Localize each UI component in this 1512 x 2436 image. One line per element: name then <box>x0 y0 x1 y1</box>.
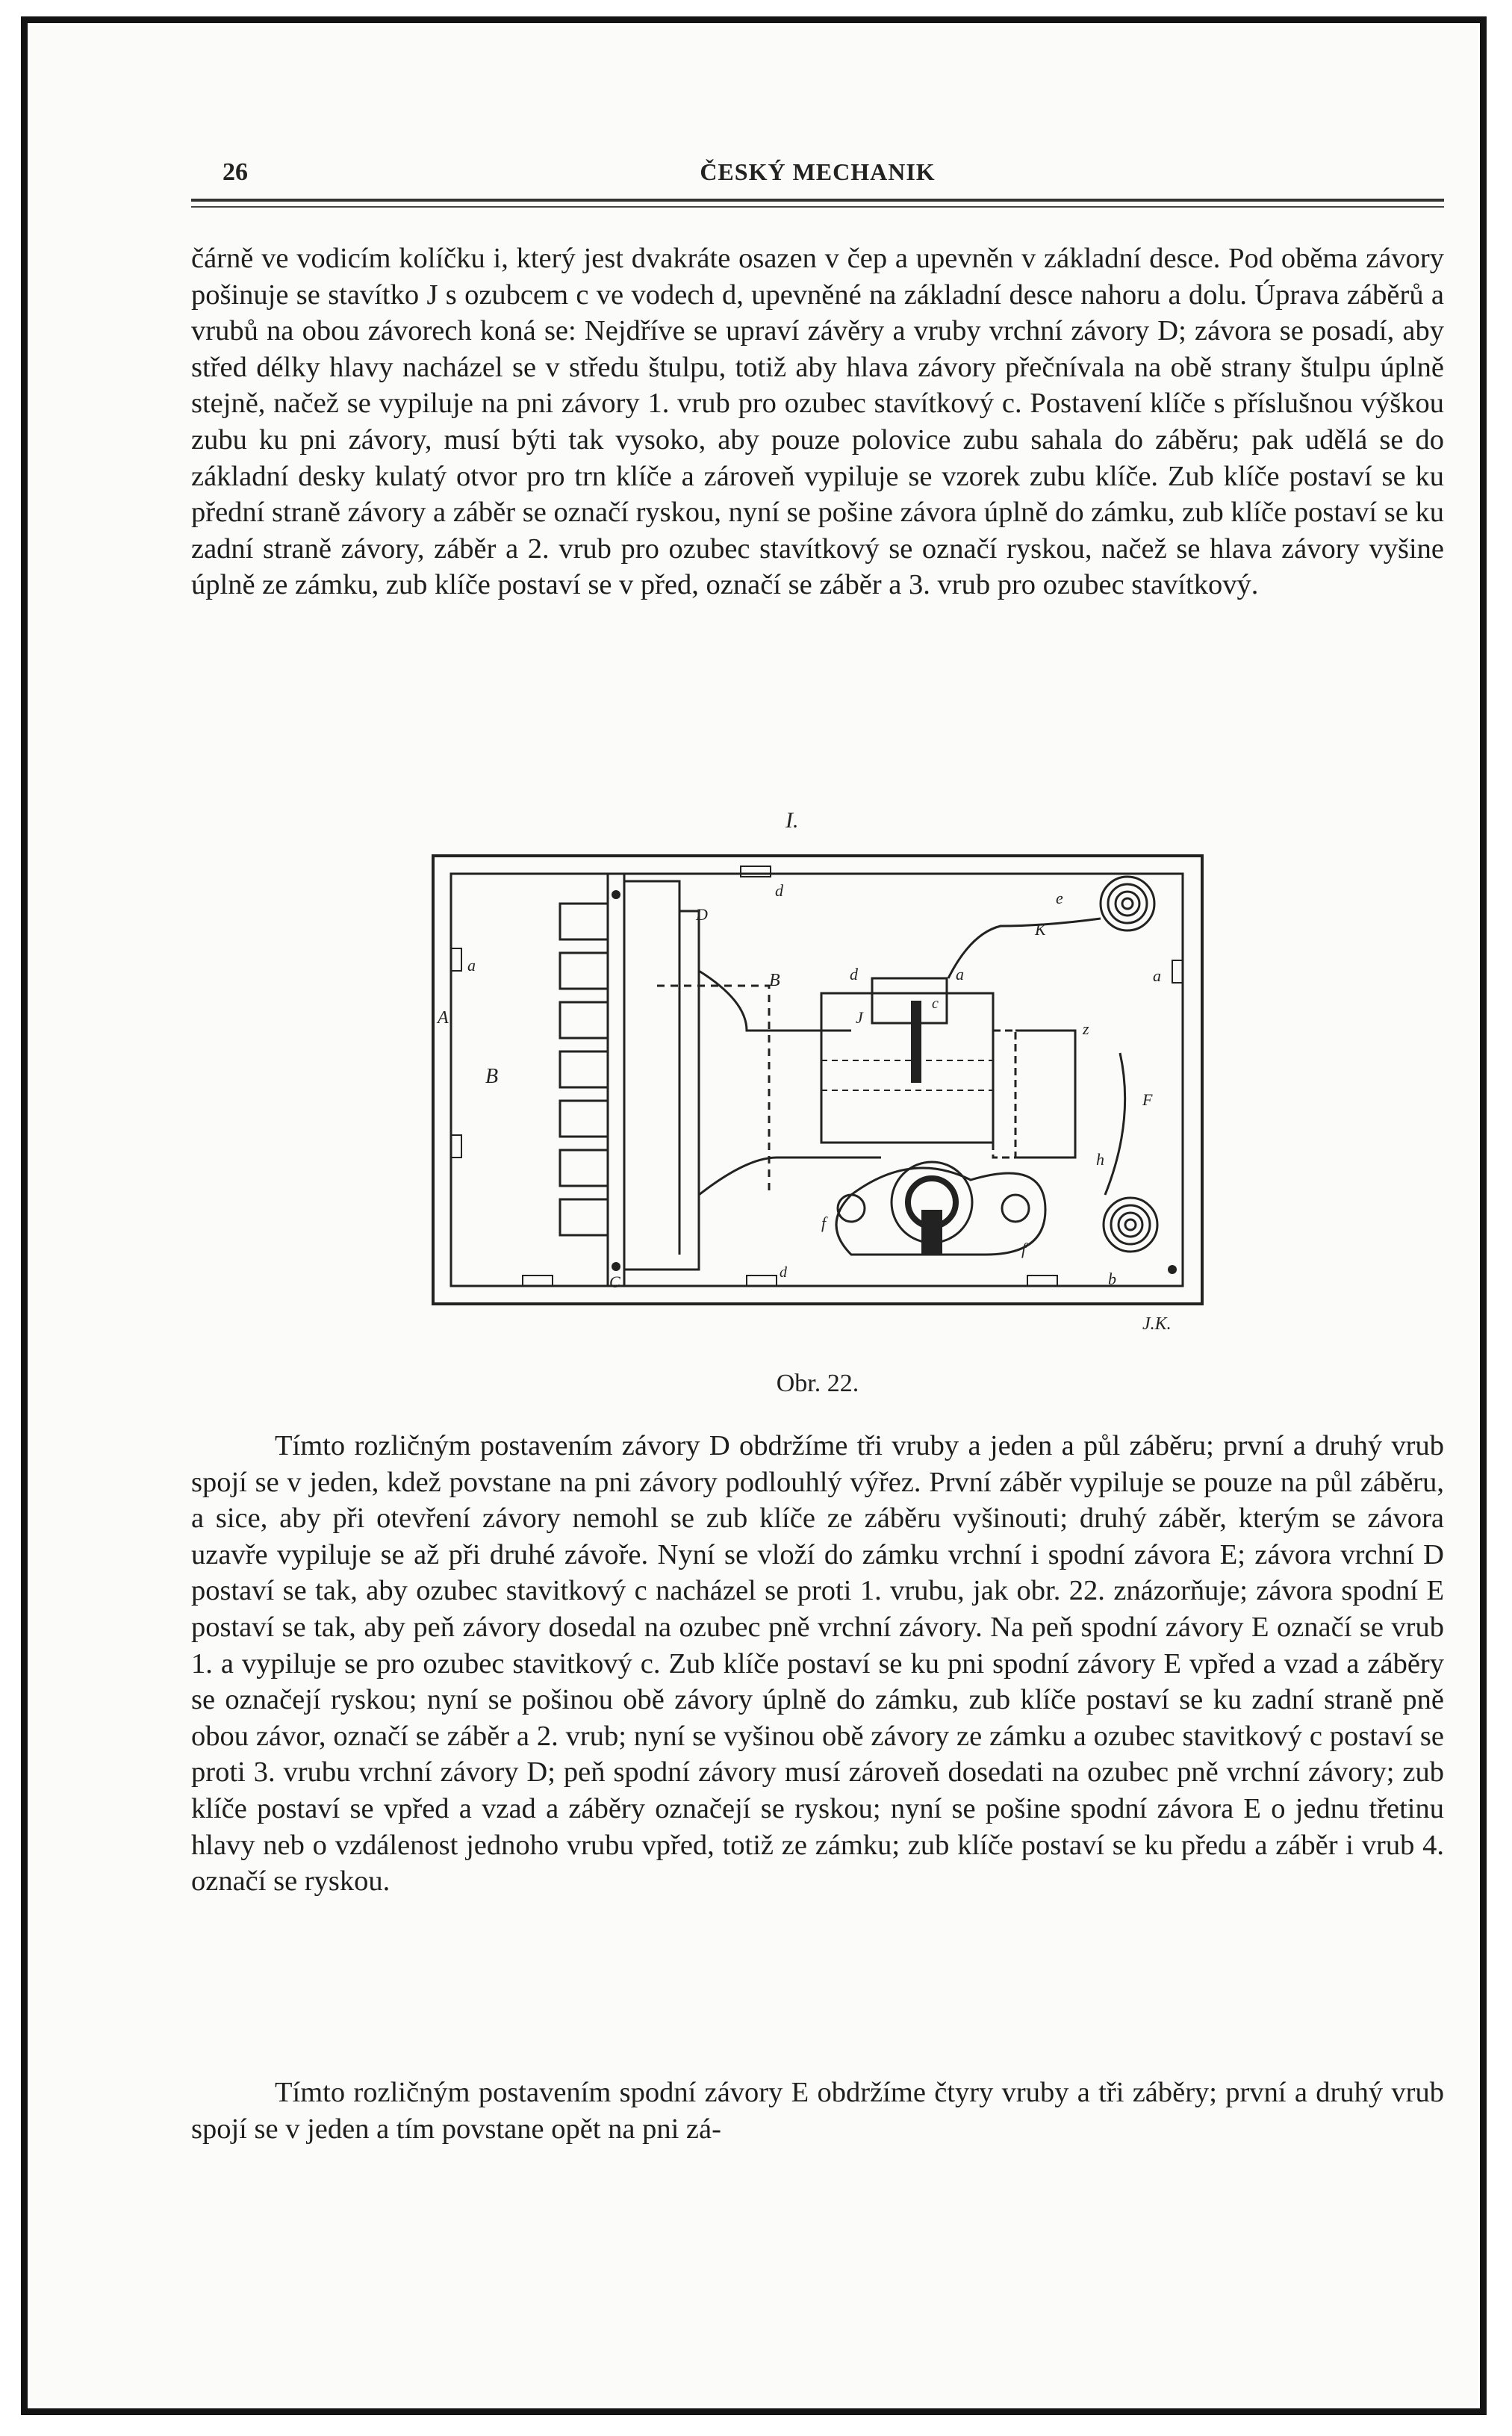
label-f-right: f <box>1021 1240 1027 1258</box>
screw-top <box>612 890 620 899</box>
figure-caption: Obr. 22. <box>776 1370 859 1397</box>
figure-number-label: I. <box>785 808 799 833</box>
header-rule-thin <box>191 206 1444 208</box>
ledge-a-right <box>1172 960 1183 983</box>
label-z: z <box>1083 1019 1089 1038</box>
base-plate-outer <box>433 856 1202 1304</box>
bolt-head <box>1015 1031 1075 1158</box>
figure-signature: J.K. <box>1142 1314 1172 1334</box>
ozubec-c <box>911 1001 921 1083</box>
spring-top <box>1101 877 1154 930</box>
bolt-stem-lower <box>699 1158 881 1195</box>
label-f-left: f <box>821 1214 827 1232</box>
screw-right <box>1168 1265 1177 1274</box>
label-a-mid: a <box>956 965 964 984</box>
label-h: h <box>1096 1150 1104 1169</box>
label-e: e <box>1056 889 1063 907</box>
label-F: F <box>1142 1090 1153 1109</box>
label-B-mid: B <box>769 971 780 990</box>
ledge-a-left <box>451 948 461 971</box>
label-c-mid: c <box>932 995 939 1012</box>
spring-bottom <box>1104 1198 1157 1252</box>
spring-arm-bottom <box>1105 1053 1125 1195</box>
label-C: C <box>609 1273 620 1291</box>
paragraph-3: Tímto rozličným postavením spodní závory E obdržíme čtyry vruby a tři záběry; první a druhý vrub spojí se v jeden a tím povstane opět na pni zá- <box>191 2077 1444 2145</box>
figure-lock-diagram <box>433 807 1204 1359</box>
label-J: J <box>856 1008 863 1027</box>
label-a-left: a <box>467 956 476 975</box>
label-d-bottom: d <box>780 1264 787 1281</box>
lock-diagram-svg <box>433 807 1204 1359</box>
label-K: K <box>1035 920 1046 939</box>
key-bit <box>921 1210 942 1255</box>
screw-bottom <box>612 1262 620 1271</box>
label-d-mid: d <box>850 965 858 984</box>
label-a-right: a <box>1153 966 1161 985</box>
label-B-left: B <box>485 1065 499 1088</box>
label-A: A <box>438 1008 449 1028</box>
guide-bottom-right <box>1027 1276 1057 1286</box>
bolt-head-dashed <box>993 1031 1015 1158</box>
page-header <box>191 154 1444 191</box>
guide-top <box>741 866 771 877</box>
header-rule <box>191 199 1444 202</box>
guide-bottom <box>747 1276 777 1286</box>
stavitko-J <box>821 993 993 1143</box>
label-D: D <box>696 905 708 924</box>
running-title: ČESKÝ MECHANIK <box>700 158 936 185</box>
paragraph-2: Tímto rozličným postavením závory D obdržíme tři vruby a jeden a půl záběru; první a druhý vrub spojí se v jeden, kdež povstane na pni závory podlouhlý výřez. První záběr vypiluje se pouze na půl záběru, a sice, aby při otevření závory nemohl se zub klíče ze záběru vyšinouti; druhý záběr, kterým se závora uzavře vypiluje se až při druhé závoře. Nyní se vloží do zámku vrchní i spodní závora E; závora vrchní D postaví se tak, aby ozubec stavitkový c nacházel se proti 1. vrubu, jak obr. 22. znázorňuje; závora spodní E postaví se tak, aby peň závory dosedal na ozubec pně vrchní závory. Na peň spodní závory E označí se vrub 1. a vypiluje se pro ozubec stavitkový c. Zub klíče postaví se ku pni spodní závory E vpřed a vzad a záběry se označejí ryskou; nyní se pošinou obě závory úplně do zámku, zub klíče postaví se ku zadní straně pně obou závor, označí se záběr a 2. vrub; nyní se vyšinou obě závory ze zámku a ozubec stavitkový c postaví se proti 3. vrubu vrchní závory D; peň spodní závory musí zároveň dosedati na ozubec pně vrchní závory; zub klíče postaví se vpřed a vzad a záběry označejí se ryskou; nyní se pošine spodní závora E o jednu třetinu hlavy neb o vzdálenost jednoho vrubu vpřed, totiž ze zámku; zub klíče postaví se ku předu a záběr i vrub 4. označí se ryskou. <box>191 1430 1444 1898</box>
rivet-right <box>1002 1195 1029 1222</box>
guide-bottom-left <box>523 1276 553 1286</box>
bolt-body <box>624 881 699 1270</box>
spring-arm-top <box>948 919 1101 978</box>
page-number: 26 <box>223 158 248 186</box>
label-d-top: d <box>775 881 783 900</box>
bolt-teeth <box>560 904 608 1235</box>
stulp-bar <box>608 874 624 1286</box>
label-b: b <box>1108 1270 1116 1288</box>
paragraph-1: čárně ve vodicím kolíčku i, který jest dvakráte osazen v čep a upevněn v základní desce. Pod oběma závory pošinuje se stavítko J s ozubcem c ve vodech d, upevněné na základní desce nahoru a dolu. Úprava záběrů a vrubů na obou závorech koná se: Nejdříve se upraví závěry a vruby vrchní závory D; závora se posadí, aby střed délky hlavy nacházel se v středu štulpu, totiž aby hlava závory přečnívala na obě strany štulpu úplně stejně, načež se vypiluje na pni závory 1. vrub pro ozubec stavítkový c. Postavení klíče s příslušnou výškou zubu ku pni závory, musí býti tak vysoko, aby pouze polovice zubu sahala do záběru; pak udělá se do základní desky kulatý otvor pro trn klíče a zároveň vypiluje se vzorek zubu klíče. Zub klíče postaví se ku přední straně závory a záběr se označí ryskou, nyní se pošine závora úplně do zámku, zub klíče postaví se ku zadní straně závory, záběr a 2. vrub pro ozubec stavítkový se označí ryskou, načež se hlava závory vyšine úplně ze zámku, zub klíče postaví se v před, označí se záběr a 3. vrub pro ozubec stavítkový. <box>191 243 1444 601</box>
ledge-left-2 <box>451 1135 461 1158</box>
